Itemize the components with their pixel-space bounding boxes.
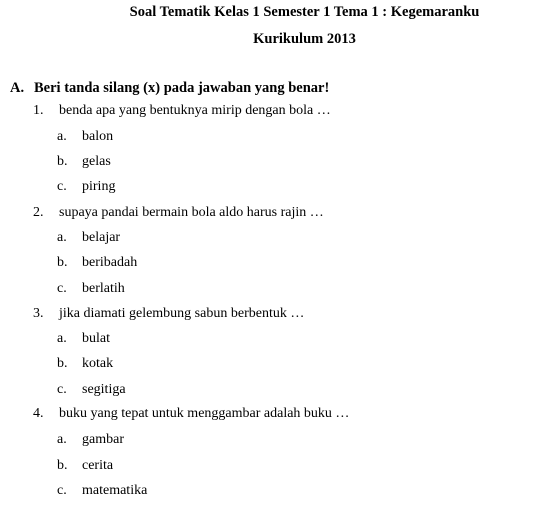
question-2: [33, 204, 324, 222]
section-heading: [10, 79, 329, 97]
option-2c[interactable]: [57, 280, 125, 298]
question-number: 2.: [33, 205, 44, 220]
question-number: 1.: [33, 103, 44, 118]
option-letter: a.: [57, 230, 67, 245]
option-letter: a.: [57, 331, 67, 346]
option-4b[interactable]: [57, 457, 113, 475]
option-1b[interactable]: [57, 153, 111, 171]
option-text: matematika: [82, 483, 148, 498]
option-letter: b.: [57, 458, 68, 473]
option-text: piring: [82, 179, 116, 194]
option-text: gambar: [82, 432, 124, 447]
option-text: belajar: [82, 230, 121, 245]
option-letter: a.: [57, 432, 67, 447]
question-text: supaya pandai bermain bola aldo harus rajin …: [59, 205, 324, 220]
question-text: benda apa yang bentuknya mirip dengan bola …: [59, 103, 331, 118]
option-3a[interactable]: [57, 330, 110, 348]
document-subtitle: Kurikulum 2013: [253, 31, 356, 47]
option-1a[interactable]: [57, 128, 113, 146]
option-1c[interactable]: [57, 178, 115, 196]
question-number: 3.: [33, 306, 44, 321]
option-text: bulat: [82, 331, 110, 346]
option-2b[interactable]: [57, 254, 137, 272]
option-2a[interactable]: [57, 229, 120, 247]
option-text: beribadah: [82, 255, 138, 270]
option-letter: b.: [57, 356, 68, 371]
question-3: [33, 305, 304, 323]
question-4: [33, 405, 349, 423]
document-title: Soal Tematik Kelas 1 Semester 1 Tema 1 : Kegemaranku: [129, 4, 480, 20]
section-instruction: Beri tanda silang (x) pada jawaban yang benar!: [34, 80, 330, 96]
option-text: cerita: [82, 458, 114, 473]
option-text: berlatih: [82, 281, 125, 296]
option-4c[interactable]: [57, 482, 147, 500]
option-letter: b.: [57, 255, 68, 270]
option-letter: c.: [57, 382, 67, 397]
option-letter: c.: [57, 281, 67, 296]
question-text: jika diamati gelembung sabun berbentuk …: [59, 306, 305, 321]
option-letter: c.: [57, 179, 67, 194]
option-text: balon: [82, 129, 114, 144]
option-3b[interactable]: [57, 355, 113, 373]
section-letter: A.: [10, 80, 25, 96]
option-3c[interactable]: [57, 381, 126, 399]
option-text: kotak: [82, 356, 114, 371]
question-text: buku yang tepat untuk menggambar adalah buku …: [59, 406, 350, 421]
option-letter: a.: [57, 129, 67, 144]
option-letter: b.: [57, 154, 68, 169]
question-number: 4.: [33, 406, 44, 421]
option-text: gelas: [82, 154, 111, 169]
option-text: segitiga: [82, 382, 126, 397]
question-1: [33, 102, 331, 120]
option-4a[interactable]: [57, 431, 124, 449]
option-letter: c.: [57, 483, 67, 498]
